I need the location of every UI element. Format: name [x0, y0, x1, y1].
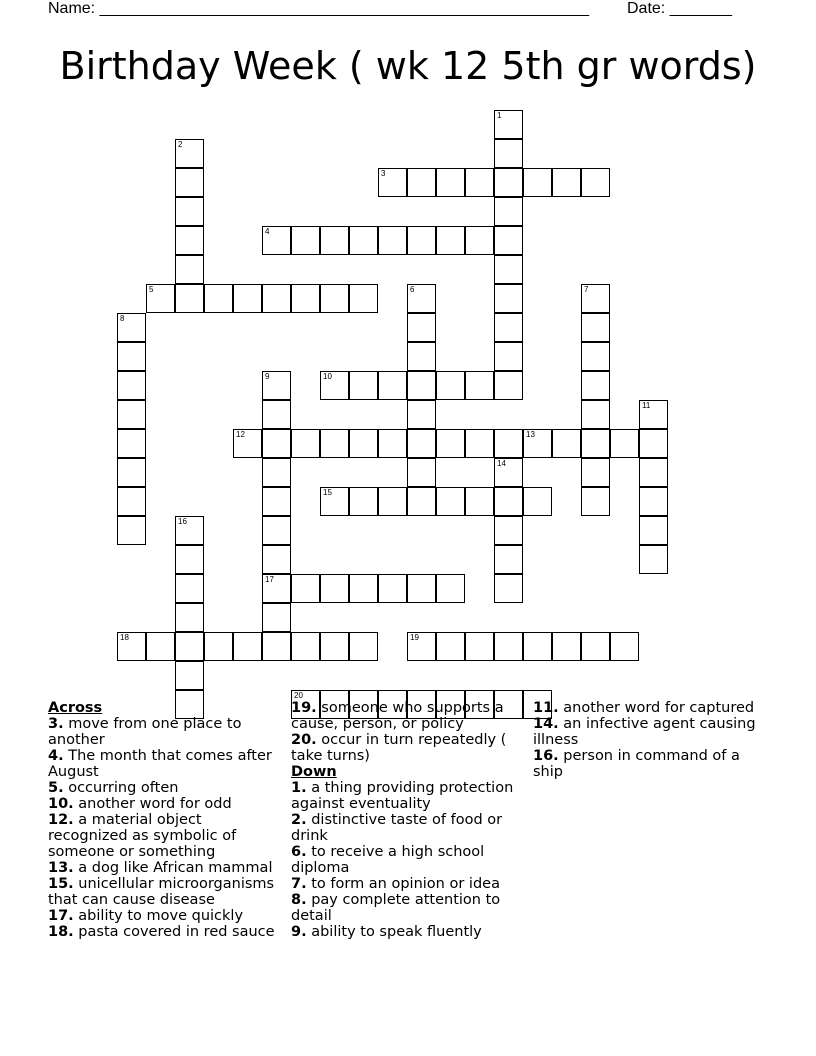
- grid-cell[interactable]: [610, 429, 639, 458]
- grid-cell[interactable]: [407, 226, 436, 255]
- grid-cell[interactable]: [378, 574, 407, 603]
- clue-number-label: 6: [410, 285, 415, 294]
- clue-number-label: 4: [265, 227, 270, 236]
- grid-cell[interactable]: [175, 632, 204, 661]
- clue-number-label: 15: [323, 488, 332, 497]
- grid-cell[interactable]: [494, 226, 523, 255]
- across-clue: [291, 732, 523, 764]
- grid-cell[interactable]: [407, 632, 436, 661]
- clue-number: 11.: [533, 700, 559, 716]
- clue-number-label: 12: [236, 430, 245, 439]
- grid-cell[interactable]: [349, 632, 378, 661]
- across-clue: [48, 812, 280, 860]
- grid-cell[interactable]: [262, 429, 291, 458]
- across-clue: [48, 908, 280, 924]
- clue-number: 8.: [291, 892, 307, 908]
- grid-cell[interactable]: [494, 284, 523, 313]
- grid-cell[interactable]: [494, 110, 523, 139]
- grid-cell[interactable]: [581, 458, 610, 487]
- grid-cell[interactable]: [581, 429, 610, 458]
- clue-number: 5.: [48, 780, 64, 796]
- down-clue: [291, 780, 523, 812]
- across-clue: [48, 860, 280, 876]
- grid-cell[interactable]: [291, 226, 320, 255]
- grid-cell[interactable]: [175, 284, 204, 313]
- clue-text: a thing providing protection against eventuality: [291, 780, 514, 812]
- clue-number: 4.: [48, 748, 64, 764]
- grid-cell[interactable]: [262, 632, 291, 661]
- grid-cell[interactable]: [581, 168, 610, 197]
- grid-cell[interactable]: [494, 168, 523, 197]
- clue-number: 19.: [291, 700, 317, 716]
- grid-cell[interactable]: [320, 284, 349, 313]
- grid-cell[interactable]: [175, 255, 204, 284]
- grid-cell[interactable]: [262, 487, 291, 516]
- grid-cell[interactable]: [407, 574, 436, 603]
- grid-cell[interactable]: [407, 284, 436, 313]
- clue-number-label: 5: [149, 285, 154, 294]
- clue-number: 7.: [291, 876, 307, 892]
- clue-number: 12.: [48, 812, 74, 828]
- clue-number: 18.: [48, 924, 74, 940]
- clue-text: an infective agent causing illness: [533, 716, 756, 748]
- grid-cell[interactable]: [407, 313, 436, 342]
- grid-cell[interactable]: [175, 516, 204, 545]
- grid-cell[interactable]: [494, 545, 523, 574]
- grid-cell[interactable]: [407, 342, 436, 371]
- grid-cell[interactable]: [639, 516, 668, 545]
- grid-cell[interactable]: [349, 574, 378, 603]
- grid-cell[interactable]: [494, 139, 523, 168]
- grid-cell[interactable]: [378, 226, 407, 255]
- across-clue: [48, 876, 280, 908]
- grid-cell[interactable]: [378, 429, 407, 458]
- across-clue: [48, 780, 280, 796]
- grid-cell[interactable]: [291, 429, 320, 458]
- grid-cell[interactable]: [581, 487, 610, 516]
- grid-cell[interactable]: [262, 458, 291, 487]
- name-label: Name:: [48, 0, 100, 17]
- grid-cell[interactable]: [494, 371, 523, 400]
- clue-text: unicellular microorganisms that can cause disease: [48, 876, 275, 908]
- down-clue: [291, 892, 523, 924]
- across-clue: [48, 716, 280, 748]
- grid-cell[interactable]: [407, 458, 436, 487]
- grid-cell[interactable]: [320, 487, 349, 516]
- clue-text: to form an opinion or idea: [311, 876, 500, 892]
- grid-cell[interactable]: [262, 226, 291, 255]
- clue-text: another word for captured: [563, 700, 755, 716]
- grid-cell[interactable]: [639, 487, 668, 516]
- date-label: Date:: [627, 0, 670, 17]
- across-clue: [48, 924, 280, 940]
- clue-number-label: 1: [497, 111, 502, 120]
- grid-cell[interactable]: [465, 371, 494, 400]
- grid-cell[interactable]: [494, 429, 523, 458]
- grid-cell[interactable]: [262, 516, 291, 545]
- clue-text: ability to move quickly: [78, 908, 244, 924]
- grid-cell[interactable]: [117, 342, 146, 371]
- grid-cell[interactable]: [262, 284, 291, 313]
- grid-cell[interactable]: [175, 226, 204, 255]
- grid-cell[interactable]: [494, 516, 523, 545]
- clue-number-label: 9: [265, 372, 270, 381]
- grid-cell[interactable]: [581, 284, 610, 313]
- grid-cell[interactable]: [146, 284, 175, 313]
- grid-cell[interactable]: [552, 429, 581, 458]
- grid-cell[interactable]: [436, 429, 465, 458]
- down-clue: [291, 924, 523, 940]
- grid-cell[interactable]: [494, 487, 523, 516]
- clue-column-2: [291, 700, 523, 940]
- grid-cell[interactable]: [291, 574, 320, 603]
- grid-cell[interactable]: [494, 458, 523, 487]
- grid-cell[interactable]: [436, 487, 465, 516]
- grid-cell[interactable]: [581, 400, 610, 429]
- clue-number-label: 2: [178, 140, 183, 149]
- grid-cell[interactable]: [581, 632, 610, 661]
- down-clue: [533, 716, 773, 748]
- grid-cell[interactable]: [581, 342, 610, 371]
- clue-number-label: 10: [323, 372, 332, 381]
- grid-cell[interactable]: [320, 371, 349, 400]
- grid-cell[interactable]: [175, 545, 204, 574]
- grid-cell[interactable]: [349, 487, 378, 516]
- clue-text: ability to speak fluently: [311, 924, 482, 940]
- grid-cell[interactable]: [320, 429, 349, 458]
- grid-cell[interactable]: [465, 168, 494, 197]
- grid-cell[interactable]: [262, 574, 291, 603]
- clue-number-label: 11: [642, 401, 651, 410]
- grid-cell[interactable]: [465, 487, 494, 516]
- clue-number-label: 8: [120, 314, 125, 323]
- across-clue: [48, 748, 280, 780]
- grid-cell[interactable]: [233, 284, 262, 313]
- clue-text: occur in turn repeatedly ( take turns): [291, 732, 507, 764]
- across-clue: [291, 700, 523, 732]
- clue-text: to receive a high school diploma: [291, 844, 485, 876]
- down-clue: [291, 844, 523, 876]
- grid-cell[interactable]: [465, 226, 494, 255]
- grid-cell[interactable]: [117, 487, 146, 516]
- grid-cell[interactable]: [639, 429, 668, 458]
- clue-number: 16.: [533, 748, 559, 764]
- clue-column-1: [48, 700, 280, 940]
- across-heading: Across: [48, 700, 103, 716]
- clue-column-3: [533, 700, 773, 780]
- grid-cell[interactable]: [262, 371, 291, 400]
- clue-number-label: 7: [584, 285, 589, 294]
- grid-cell[interactable]: [291, 284, 320, 313]
- puzzle-title: Birthday Week ( wk 12 5th gr words): [59, 44, 757, 88]
- clue-number: 17.: [48, 908, 74, 924]
- grid-cell[interactable]: [204, 632, 233, 661]
- clue-number: 1.: [291, 780, 307, 796]
- clue-text: a dog like African mammal: [78, 860, 273, 876]
- grid-cell[interactable]: [262, 545, 291, 574]
- clue-number: 2.: [291, 812, 307, 828]
- down-heading: Down: [291, 764, 337, 780]
- grid-cell[interactable]: [436, 168, 465, 197]
- clue-text: move from one place to another: [48, 716, 242, 748]
- grid-cell[interactable]: [146, 632, 175, 661]
- clue-number-label: 18: [120, 633, 129, 642]
- grid-cell[interactable]: [639, 458, 668, 487]
- grid-cell[interactable]: [349, 429, 378, 458]
- grid-cell[interactable]: [117, 400, 146, 429]
- date-line[interactable]: _______: [669, 0, 732, 17]
- grid-cell[interactable]: [117, 516, 146, 545]
- clue-number-label: 20: [294, 691, 303, 700]
- grid-cell[interactable]: [436, 226, 465, 255]
- clue-number: 3.: [48, 716, 64, 732]
- grid-cell[interactable]: [465, 429, 494, 458]
- down-clue: [533, 748, 773, 780]
- grid-cell[interactable]: [204, 284, 233, 313]
- clue-text: another word for odd: [78, 796, 232, 812]
- grid-cell[interactable]: [175, 603, 204, 632]
- clue-text: distinctive taste of food or drink: [291, 812, 503, 844]
- grid-cell[interactable]: [494, 574, 523, 603]
- clue-text: pasta covered in red sauce: [78, 924, 275, 940]
- grid-cell[interactable]: [291, 632, 320, 661]
- grid-cell[interactable]: [436, 632, 465, 661]
- down-clue: [291, 876, 523, 892]
- grid-cell[interactable]: [552, 632, 581, 661]
- grid-cell[interactable]: [378, 487, 407, 516]
- grid-cell[interactable]: [349, 371, 378, 400]
- grid-cell[interactable]: [523, 168, 552, 197]
- grid-cell[interactable]: [494, 632, 523, 661]
- clue-number: 6.: [291, 844, 307, 860]
- grid-cell[interactable]: [320, 574, 349, 603]
- grid-cell[interactable]: [320, 226, 349, 255]
- grid-cell[interactable]: [407, 371, 436, 400]
- grid-cell[interactable]: [349, 226, 378, 255]
- grid-cell[interactable]: [262, 603, 291, 632]
- grid-cell[interactable]: [465, 632, 494, 661]
- clue-number-label: 3: [381, 169, 386, 178]
- clue-number: 9.: [291, 924, 307, 940]
- grid-cell[interactable]: [436, 371, 465, 400]
- grid-cell[interactable]: [175, 197, 204, 226]
- name-line[interactable]: _______________________________________________________: [99, 0, 589, 17]
- clue-number: 10.: [48, 796, 74, 812]
- grid-cell[interactable]: [349, 284, 378, 313]
- clue-text: someone who supports a cause, person, or policy: [291, 700, 504, 732]
- clue-text: The month that comes after August: [48, 748, 272, 780]
- clue-number-label: 19: [410, 633, 419, 642]
- clue-number: 20.: [291, 732, 317, 748]
- grid-cell[interactable]: [494, 313, 523, 342]
- grid-cell[interactable]: [175, 139, 204, 168]
- grid-cell[interactable]: [117, 632, 146, 661]
- grid-cell[interactable]: [378, 371, 407, 400]
- grid-cell[interactable]: [175, 574, 204, 603]
- grid-cell[interactable]: [523, 487, 552, 516]
- grid-cell[interactable]: [639, 545, 668, 574]
- clue-text: occurring often: [68, 780, 179, 796]
- grid-cell[interactable]: [581, 313, 610, 342]
- grid-cell[interactable]: [262, 400, 291, 429]
- grid-cell[interactable]: [233, 632, 262, 661]
- clue-number-label: 17: [265, 575, 274, 584]
- clue-number: 14.: [533, 716, 559, 732]
- grid-cell[interactable]: [523, 632, 552, 661]
- grid-cell[interactable]: [117, 429, 146, 458]
- clue-number-label: 14: [497, 459, 506, 468]
- grid-cell[interactable]: [494, 342, 523, 371]
- clue-text: person in command of a ship: [533, 748, 740, 780]
- down-clue: [533, 700, 773, 716]
- grid-cell[interactable]: [639, 400, 668, 429]
- grid-cell[interactable]: [494, 255, 523, 284]
- grid-cell[interactable]: [552, 168, 581, 197]
- grid-cell[interactable]: [117, 371, 146, 400]
- down-clue: [291, 812, 523, 844]
- grid-cell[interactable]: [523, 429, 552, 458]
- grid-cell[interactable]: [407, 429, 436, 458]
- grid-cell[interactable]: [436, 574, 465, 603]
- clue-text: a material object recognized as symbolic of someone or something: [48, 812, 237, 860]
- grid-cell[interactable]: [407, 168, 436, 197]
- clue-number: 13.: [48, 860, 74, 876]
- grid-cell[interactable]: [407, 400, 436, 429]
- clue-number-label: 13: [526, 430, 535, 439]
- grid-cell[interactable]: [117, 313, 146, 342]
- clue-number-label: 16: [178, 517, 187, 526]
- clue-number: 15.: [48, 876, 74, 892]
- grid-cell[interactable]: [320, 632, 349, 661]
- grid-cell[interactable]: [233, 429, 262, 458]
- grid-cell[interactable]: [494, 197, 523, 226]
- clue-text: pay complete attention to detail: [291, 892, 501, 924]
- grid-cell[interactable]: [175, 661, 204, 690]
- grid-cell[interactable]: [610, 632, 639, 661]
- grid-cell[interactable]: [175, 168, 204, 197]
- grid-cell[interactable]: [407, 487, 436, 516]
- grid-cell[interactable]: [378, 168, 407, 197]
- across-clue: [48, 796, 280, 812]
- grid-cell[interactable]: [581, 371, 610, 400]
- grid-cell[interactable]: [117, 458, 146, 487]
